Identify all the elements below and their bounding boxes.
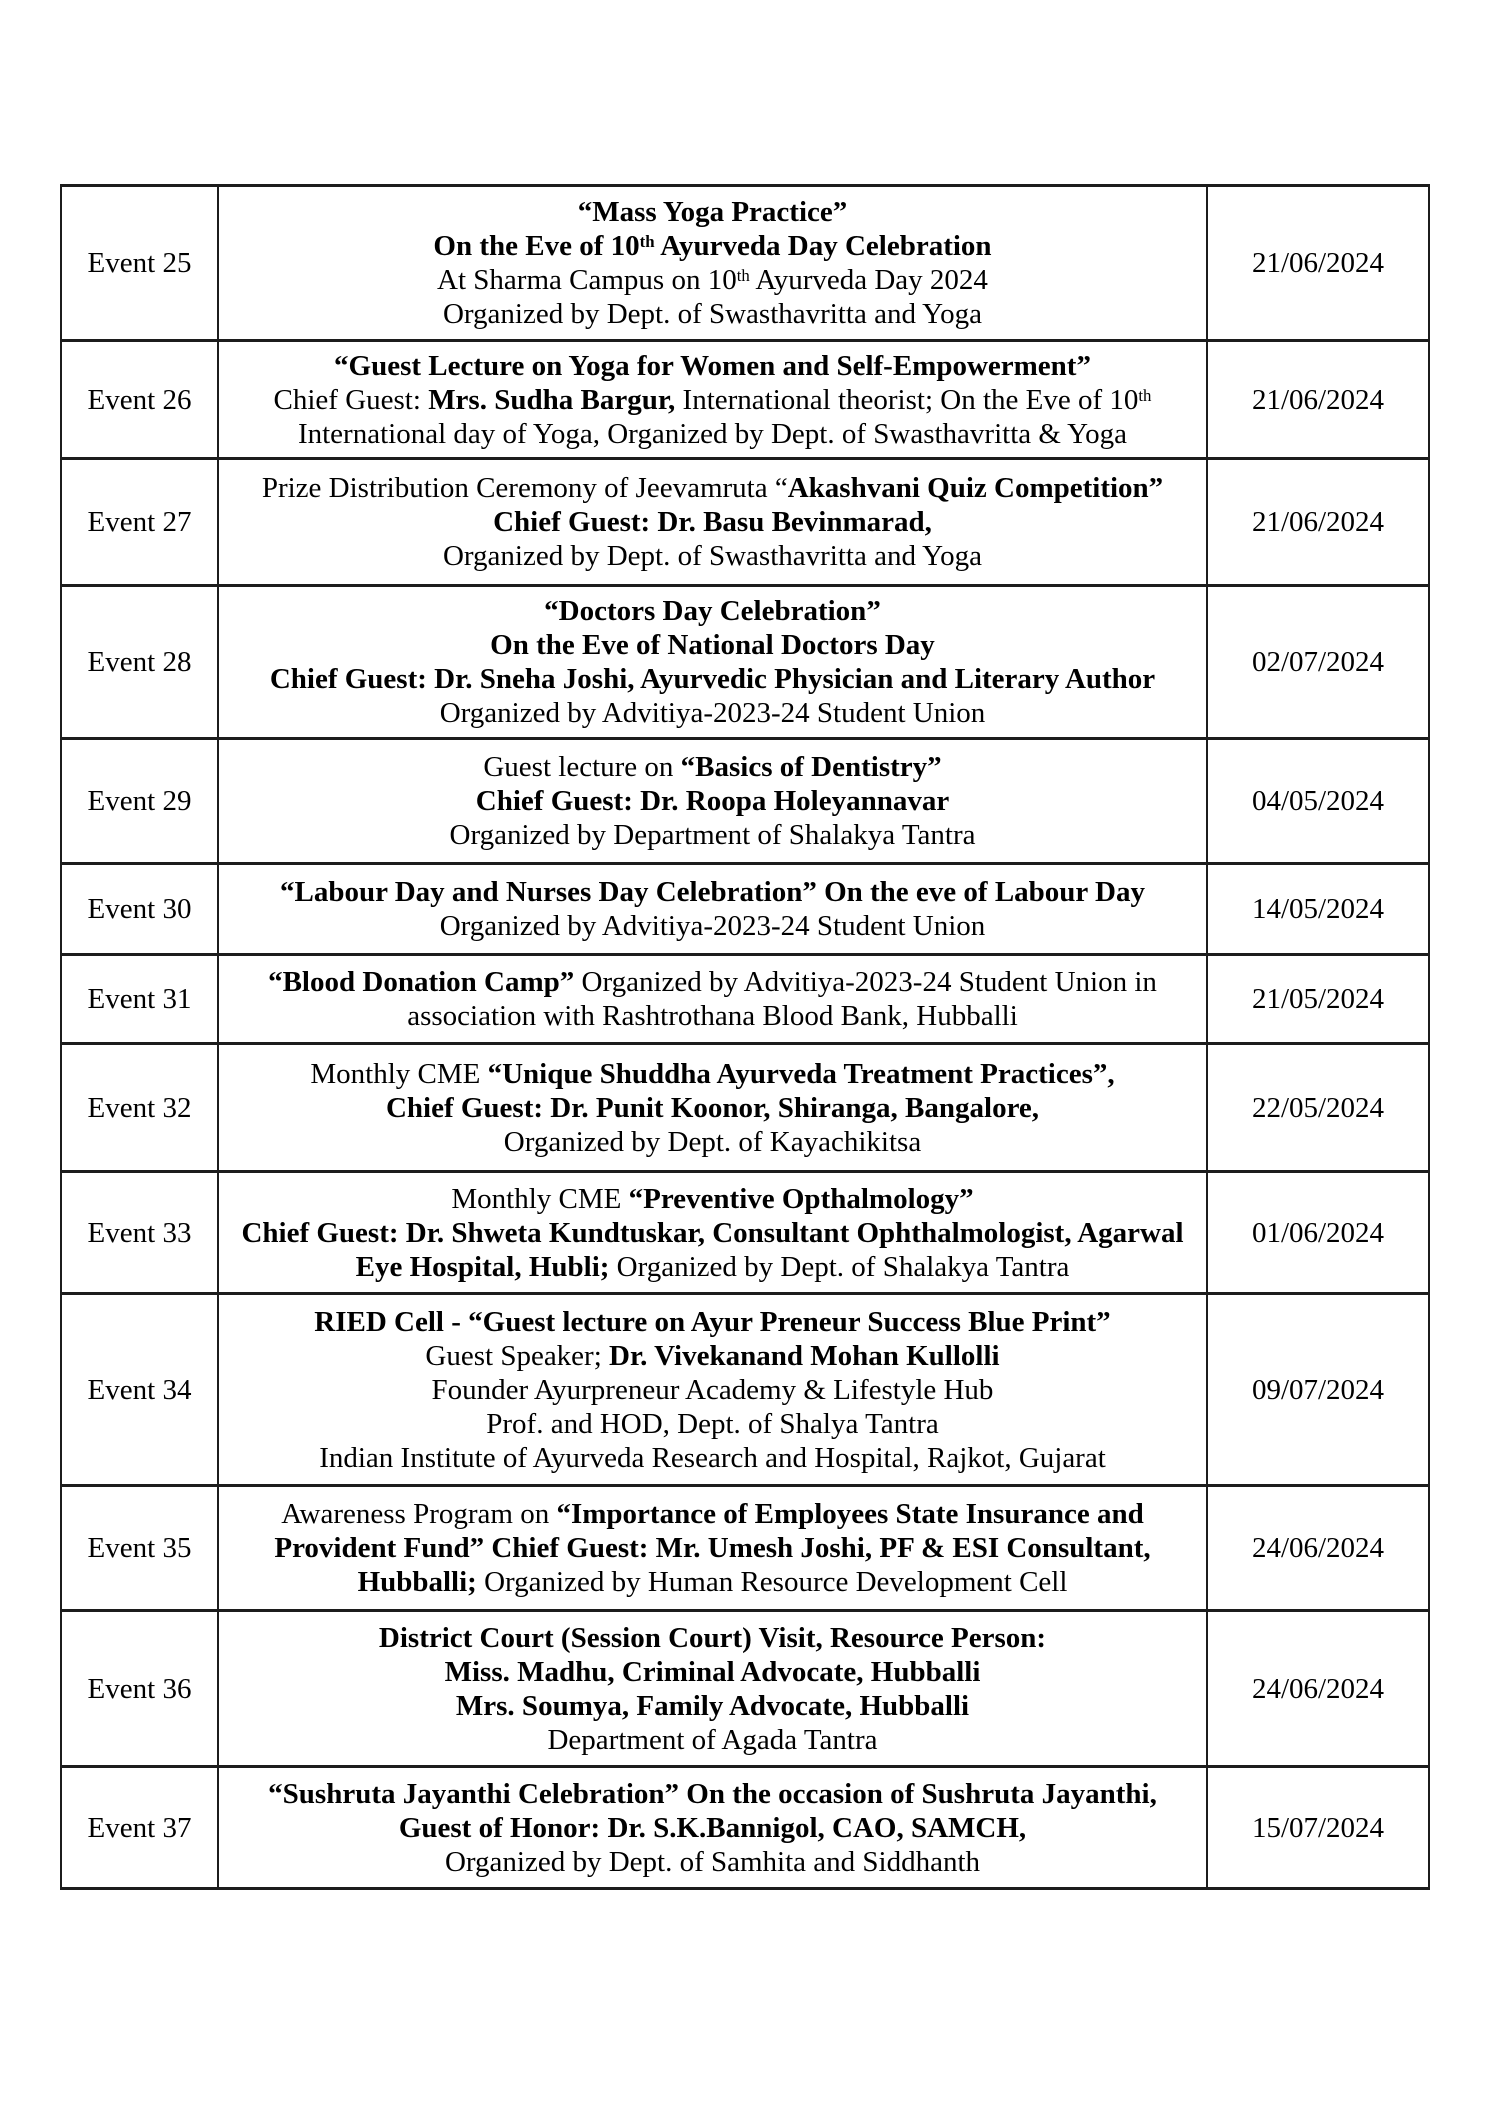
bold-text: Eye Hospital, Hubli; (355, 1250, 610, 1283)
bold-text: Mrs. Sudha Bargur, (428, 383, 676, 416)
bold-text: “Mass Yoga Practice” (577, 196, 848, 228)
regular-text: association with Rashtrothana Blood Bank, Hubballi (407, 1000, 1018, 1032)
event-number-cell: Event 36 (61, 1611, 218, 1767)
regular-text: Organized by Dept. of Swasthavritta and Yoga (442, 298, 983, 330)
regular-text: Prof. and HOD, Dept. of Shalya Tantra (486, 1407, 939, 1440)
regular-text: International theorist; On the Eve of 10 (675, 383, 1139, 416)
superscript-text: th (736, 266, 750, 286)
bold-text: Akashvani Quiz Competition” (787, 472, 1164, 504)
regular-text: International day of Yoga, Organized by Dept. of Swasthavritta & Yoga (297, 417, 1128, 450)
bold-text: “Preventive Opthalmology” (628, 1182, 974, 1215)
event-date-cell: 09/07/2024 (1207, 1294, 1429, 1486)
event-date-cell: 24/06/2024 (1207, 1611, 1429, 1767)
bold-text: Chief Guest: Dr. Sneha Joshi, Ayurvedic Physician and Literary Author (269, 663, 1156, 695)
regular-text: Organized by Advitiya-2023-24 Student Union in (574, 966, 1157, 998)
table-row (61, 1172, 1429, 1294)
event-number-cell: Event 31 (61, 955, 218, 1044)
table-row (61, 1044, 1429, 1172)
event-date-cell: 04/05/2024 (1207, 739, 1429, 864)
bold-text: “Guest Lecture on Yoga for Women and Self-Empowerment” (334, 349, 1091, 382)
bold-text: “Importance of Employees State Insurance and (556, 1498, 1144, 1530)
description-line (227, 875, 1198, 909)
description-line (227, 383, 1198, 417)
bold-text: On the Eve of National Doctors Day (490, 629, 935, 661)
event-date-cell: 21/06/2024 (1207, 341, 1429, 459)
event-number-cell: Event 35 (61, 1486, 218, 1611)
event-date-cell: 21/05/2024 (1207, 955, 1429, 1044)
table-row (61, 341, 1429, 459)
event-date-cell: 21/06/2024 (1207, 186, 1429, 341)
event-date-cell: 22/05/2024 (1207, 1044, 1429, 1172)
event-description-cell (218, 864, 1207, 955)
bold-text: “Sushruta Jayanthi Celebration” On the occasion of Sushruta Jayanthi, (268, 1777, 1157, 1810)
bold-text: RIED Cell - “Guest lecture on Ayur Preneur Success Blue Print” (314, 1305, 1111, 1338)
description-line (227, 1777, 1198, 1811)
description-line (227, 1250, 1198, 1284)
event-date-cell: 14/05/2024 (1207, 864, 1429, 955)
description-line (227, 1531, 1198, 1565)
bold-text: District Court (Session Court) Visit, Resource Person: (378, 1621, 1047, 1654)
event-number-cell: Event 34 (61, 1294, 218, 1486)
bold-text: Chief Guest: Dr. Shweta Kundtuskar, Consultant Ophthalmologist, Agarwal (241, 1216, 1184, 1249)
event-description-cell (218, 739, 1207, 864)
regular-text: Organized by Dept. of Samhita and Siddhanth (444, 1845, 981, 1878)
description-line (227, 297, 1198, 331)
table-row (61, 586, 1429, 739)
bold-text: Dr. Vivekanand Mohan Kullolli (609, 1339, 1000, 1372)
table-row (61, 739, 1429, 864)
regular-text: At Sharma Campus on 10 (437, 264, 737, 296)
description-line (227, 417, 1198, 451)
bold-text: “Blood Donation Camp” (268, 966, 575, 998)
description-line (227, 594, 1198, 628)
description-line (227, 1845, 1198, 1879)
event-number-cell: Event 33 (61, 1172, 218, 1294)
description-line (227, 909, 1198, 943)
description-line (227, 539, 1198, 573)
description-line (227, 1057, 1198, 1091)
event-description-cell (218, 186, 1207, 341)
bold-text: Mrs. Soumya, Family Advocate, Hubballi (455, 1689, 970, 1722)
event-number-cell: Event 27 (61, 459, 218, 586)
regular-text: Monthly CME (310, 1057, 488, 1090)
superscript-text: th (1138, 385, 1152, 405)
bold-text: Miss. Madhu, Criminal Advocate, Hubballi (444, 1655, 981, 1688)
description-line (227, 471, 1198, 505)
regular-text: Ayurveda Day 2024 (749, 264, 988, 296)
regular-text: Organized by Dept. of Shalakya Tantra (609, 1250, 1070, 1283)
description-line (227, 229, 1198, 263)
event-description-cell (218, 1044, 1207, 1172)
description-line (227, 1723, 1198, 1757)
description-line (227, 1621, 1198, 1655)
table-row (61, 1611, 1429, 1767)
table-row (61, 1294, 1429, 1486)
description-line (227, 1216, 1198, 1250)
bold-text: Guest of Honor: Dr. S.K.Bannigol, CAO, SAMCH, (398, 1811, 1027, 1844)
event-number-cell: Event 32 (61, 1044, 218, 1172)
description-line (227, 1182, 1198, 1216)
event-date-cell: 24/06/2024 (1207, 1486, 1429, 1611)
event-description-cell (218, 1611, 1207, 1767)
description-line (227, 505, 1198, 539)
event-description-cell (218, 1294, 1207, 1486)
description-line (227, 1441, 1198, 1475)
regular-text: Organized by Department of Shalakya Tantra (449, 819, 976, 851)
description-line (227, 1339, 1198, 1373)
event-description-cell (218, 341, 1207, 459)
description-line (227, 1497, 1198, 1531)
description-line (227, 999, 1198, 1033)
description-line (227, 1373, 1198, 1407)
description-line (227, 1811, 1198, 1845)
event-description-cell (218, 1486, 1207, 1611)
regular-text: Organized by Advitiya-2023-24 Student Union (439, 910, 986, 942)
description-line (227, 662, 1198, 696)
bold-text: “Doctors Day Celebration” (544, 595, 881, 627)
bold-text: On the Eve of 10 (433, 230, 640, 262)
event-number-cell: Event 25 (61, 186, 218, 341)
events-table (60, 184, 1430, 1890)
description-line (227, 1305, 1198, 1339)
regular-text: Indian Institute of Ayurveda Research and Hospital, Rajkot, Gujarat (319, 1441, 1106, 1474)
table-row (61, 1486, 1429, 1611)
regular-text: Department of Agada Tantra (547, 1723, 878, 1756)
event-description-cell (218, 586, 1207, 739)
description-line (227, 263, 1198, 297)
description-line (227, 1655, 1198, 1689)
description-line (227, 195, 1198, 229)
event-number-cell: Event 30 (61, 864, 218, 955)
description-line (227, 750, 1198, 784)
regular-text: Guest Speaker; (425, 1339, 610, 1372)
event-number-cell: Event 37 (61, 1767, 218, 1889)
bold-text: Hubballi; (357, 1566, 477, 1598)
event-number-cell: Event 26 (61, 341, 218, 459)
description-line (227, 784, 1198, 818)
description-line (227, 696, 1198, 730)
bold-text: Chief Guest: Dr. Punit Koonor, Shiranga, Bangalore, (385, 1091, 1040, 1124)
event-description-cell (218, 459, 1207, 586)
description-line (227, 818, 1198, 852)
event-date-cell: 15/07/2024 (1207, 1767, 1429, 1889)
description-line (227, 1407, 1198, 1441)
table-row (61, 864, 1429, 955)
table-row (61, 459, 1429, 586)
description-line (227, 965, 1198, 999)
regular-text: Organized by Human Resource Development Cell (476, 1566, 1068, 1598)
bold-text: “Basics of Dentistry” (680, 751, 942, 783)
regular-text: Guest lecture on (483, 751, 681, 783)
regular-text: Founder Ayurpreneur Academy & Lifestyle Hub (431, 1373, 994, 1406)
event-date-cell: 21/06/2024 (1207, 459, 1429, 586)
event-number-cell: Event 28 (61, 586, 218, 739)
description-line (227, 1689, 1198, 1723)
regular-text: Organized by Dept. of Kayachikitsa (503, 1125, 922, 1158)
bold-text: Provident Fund” Chief Guest: Mr. Umesh Joshi, PF & ESI Consultant, (274, 1532, 1151, 1564)
event-description-cell (218, 1172, 1207, 1294)
bold-text: Ayurveda Day Celebration (654, 230, 992, 262)
bold-text: Chief Guest: Dr. Roopa Holeyannavar (475, 785, 950, 817)
superscript-text: th (639, 232, 655, 252)
regular-text: Prize Distribution Ceremony of Jeevamruta “ (261, 472, 788, 504)
regular-text: Monthly CME (451, 1182, 629, 1215)
table-row (61, 955, 1429, 1044)
regular-text: Organized by Advitiya-2023-24 Student Union (439, 697, 986, 729)
description-line (227, 349, 1198, 383)
description-line (227, 1125, 1198, 1159)
bold-text: Chief Guest: Dr. Basu Bevinmarad, (493, 506, 932, 538)
description-line (227, 1565, 1198, 1599)
event-description-cell (218, 1767, 1207, 1889)
description-line (227, 628, 1198, 662)
regular-text: Organized by Dept. of Swasthavritta and Yoga (442, 540, 983, 572)
bold-text: “Labour Day and Nurses Day Celebration” On the eve of Labour Day (280, 876, 1145, 908)
event-description-cell (218, 955, 1207, 1044)
regular-text: Awareness Program on (281, 1498, 557, 1530)
bold-text: “Unique Shuddha Ayurveda Treatment Practices”, (487, 1057, 1115, 1090)
table-row (61, 186, 1429, 341)
regular-text: Chief Guest: (273, 383, 429, 416)
event-date-cell: 02/07/2024 (1207, 586, 1429, 739)
description-line (227, 1091, 1198, 1125)
table-row (61, 1767, 1429, 1889)
event-number-cell: Event 29 (61, 739, 218, 864)
event-date-cell: 01/06/2024 (1207, 1172, 1429, 1294)
